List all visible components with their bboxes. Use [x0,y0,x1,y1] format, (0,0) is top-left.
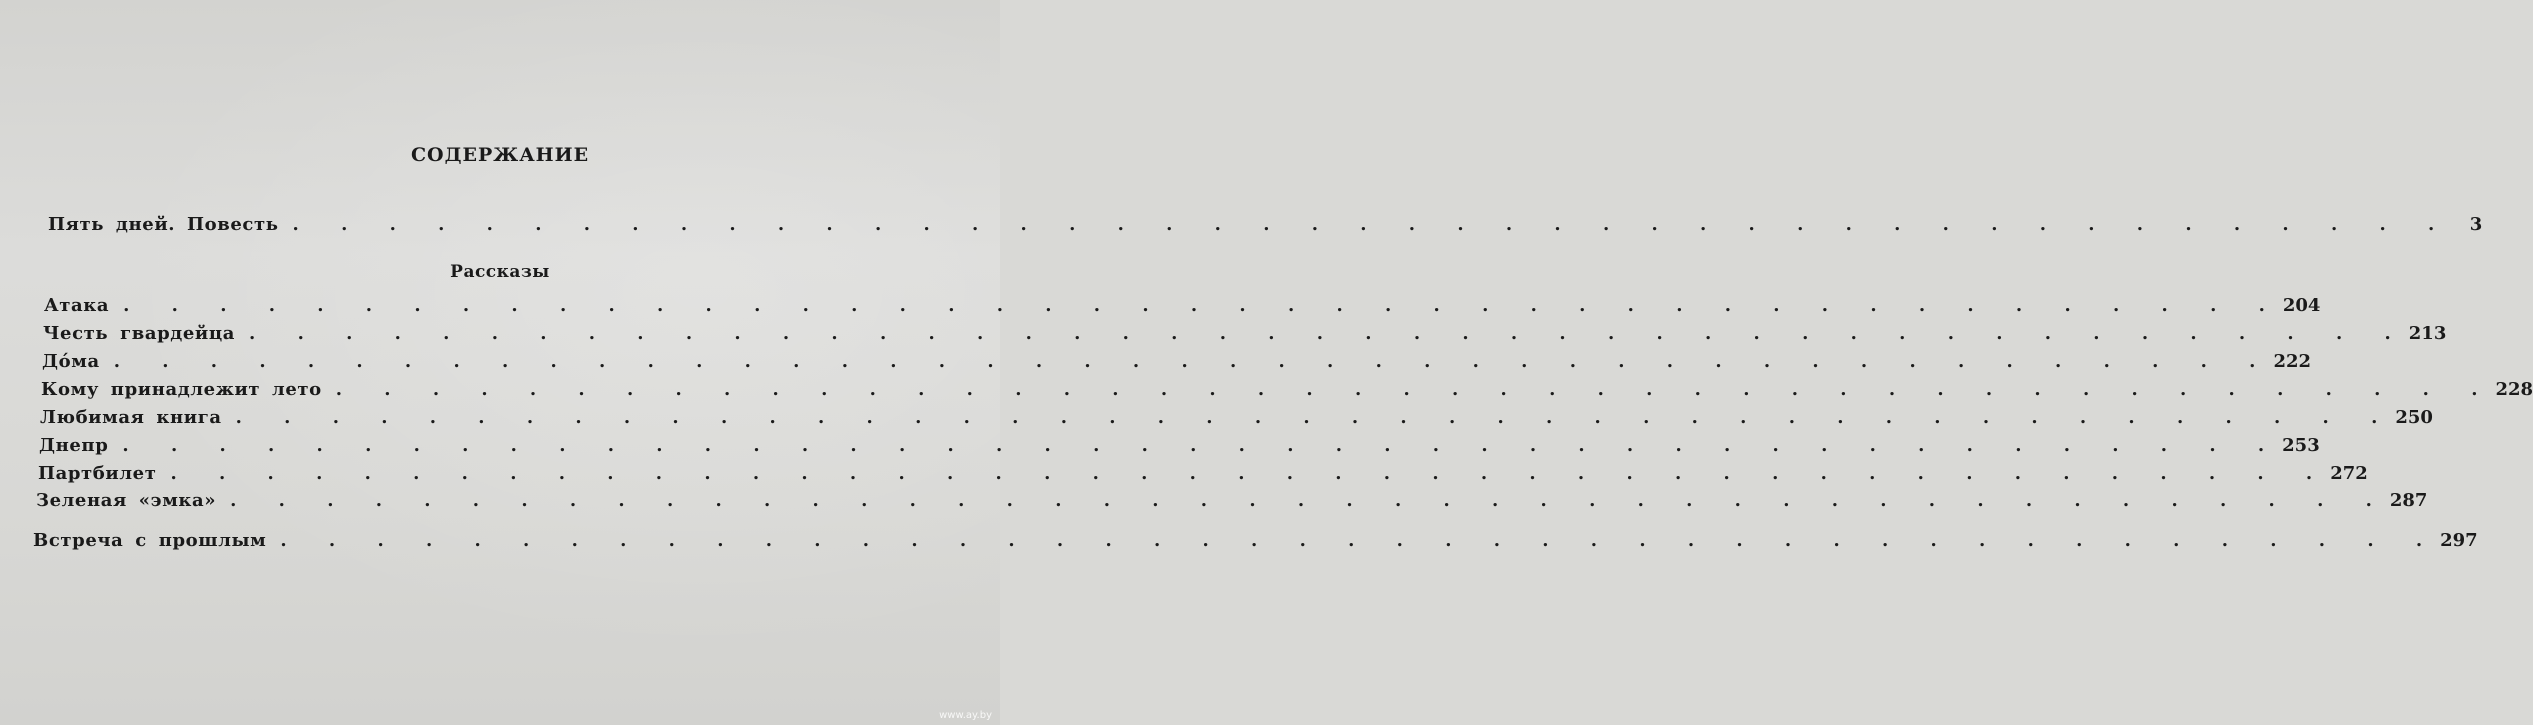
toc-entry-title: Зеленая «эмка» [36,490,217,511]
leader-dots: . . . . . . . . . . . . . . . . . . . . . . . . . . . . . . . . . . . . . . . . . . . . . [123,295,2283,316]
contents-heading: СОДЕРЖАНИЕ [410,144,590,166]
toc-entry [38,461,2368,487]
toc-entry-novella [48,212,2483,238]
toc-entry-title: Честь гвардейца [43,323,236,344]
toc-entry-title: Днепр [39,435,109,456]
toc-entry-title: Встреча с прошлым [33,530,267,551]
toc-page-number: 228 [2495,379,2533,400]
toc-entry [43,321,2447,347]
leader-dots: . . . . . . . . . . . . . . . . . . . . . . . . . . . . . . . . . . . . . . . . . . . . . [113,351,2274,372]
toc-entry-title: Кому принадлежит лето [41,379,322,400]
leader-dots: . . . . . . . . . . . . . . . . . . . . . . . . . . . . . . . . . . . . . . . . . . . . . [230,490,2390,511]
toc-entry [40,405,2433,431]
toc-entry [39,433,2320,459]
leader-dots: . . . . . . . . . . . . . . . . . . . . . . . . . . . . . . . . . . . . . . . . . . . . . [335,379,2496,400]
toc-page-number: 250 [2395,407,2433,428]
toc-entry [42,349,2312,375]
toc-page-number: 213 [2408,323,2447,344]
toc-page-number: 272 [2330,463,2368,484]
toc-entry [33,528,2478,554]
toc-page-number: 3 [2469,214,2483,235]
toc-entry-title: До́ма [42,351,100,372]
toc-page-number: 253 [2282,435,2320,456]
section-heading-stories: Рассказы [450,262,550,282]
toc-page-number: 297 [2440,530,2478,551]
toc-entry [44,293,2321,319]
leader-dots: . . . . . . . . . . . . . . . . . . . . . . . . . . . . . . . . . . . . . . . . . . . . . [292,214,2453,235]
leader-dots: . . . . . . . . . . . . . . . . . . . . . . . . . . . . . . . . . . . . . . . . . . . . . [280,530,2441,551]
toc-entry [41,377,2533,403]
site-watermark: www.ay.by [939,710,992,721]
toc-entry-title: Атака [44,295,110,316]
toc-entry [36,488,2428,514]
leader-dots: . . . . . . . . . . . . . . . . . . . . . . . . . . . . . . . . . . . . . . . . . . . . . [235,407,2396,428]
leader-dots: . . . . . . . . . . . . . . . . . . . . . . . . . . . . . . . . . . . . . . . . . . . . . [249,323,2409,344]
leader-dots: . . . . . . . . . . . . . . . . . . . . . . . . . . . . . . . . . . . . . . . . . . . . . [170,463,2331,484]
toc-page-number: 204 [2282,295,2321,316]
leader-dots: . . . . . . . . . . . . . . . . . . . . . . . . . . . . . . . . . . . . . . . . . . . . . [122,435,2283,456]
toc-page-number: 287 [2389,490,2428,511]
toc-entry-title: Любимая книга [40,407,222,428]
toc-entry-title: Партбилет [38,463,157,484]
toc-page-number: 222 [2273,351,2312,372]
toc-entry-title: Пять дней. Повесть [48,214,279,235]
